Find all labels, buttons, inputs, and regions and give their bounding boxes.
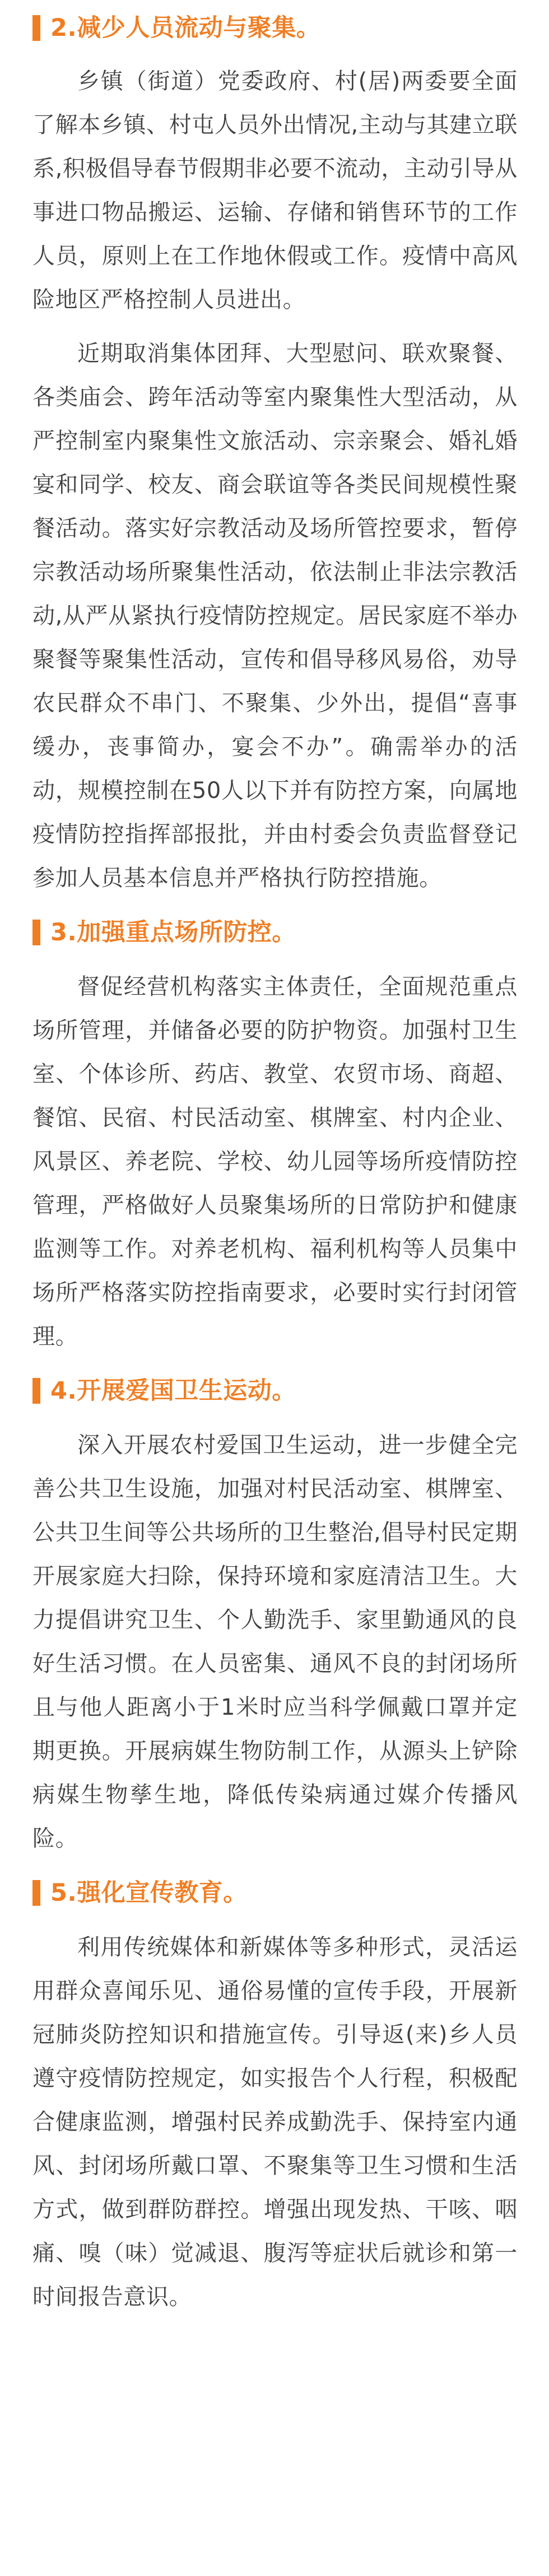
heading-marker-bar [32, 1378, 40, 1404]
heading-marker-bar [32, 920, 40, 945]
section-paragraph: 深入开展农村爱国卫生运动，进一步健全完善公共卫生设施，加强对村民活动室、棋牌室、公共卫生间等公共场所的卫生整治,倡导村民定期开展家庭大扫除，保持环境和家庭清洁卫生。大力提倡讲究卫生、个人勤洗手、家里勤通风的良好生活习惯。在人员密集、通风不良的封闭场所且与他人距离小于1米时应当科学佩戴口罩并定期更换。开展病媒生物防制工作，从源头上铲除病媒生物孳生地，降低传染病通过媒介传播风险。 [32, 1432, 518, 1851]
section-heading [32, 1366, 518, 1415]
section-sanitation [32, 1366, 518, 1860]
section-reduce-mobility [32, 3, 518, 900]
section-heading [32, 3, 518, 53]
heading-marker-bar [32, 1880, 40, 1906]
section-paragraph: 乡镇（街道）党委政府、村(居)两委要全面了解本乡镇、村屯人员外出情况,主动与其建立联系,积极倡导春节假期非必要不流动，主动引导从事进口物品搬运、运输、存储和销售环节的工作人员，原则上在工作地休假或工作。疫情中高风险地区严格控制人员进出。 [32, 68, 518, 313]
heading-marker-bar [32, 15, 40, 41]
section-key-places [32, 908, 518, 1358]
section-heading [32, 1868, 518, 1918]
section-title: 3.加强重点场所防控。 [50, 918, 296, 946]
section-paragraph: 督促经营机构落实主体责任，全面规范重点场所管理，并储备必要的防护物资。加强村卫生室、个体诊所、药店、教堂、农贸市场、商超、餐馆、民宿、村民活动室、棋牌室、村内企业、风景区、养老院、学校、幼儿园等场所疫情防控管理，严格做好人员聚集场所的日常防护和健康监测等工作。对养老机构、福利机构等人员集中场所严格落实防控指南要求，必要时实行封闭管理。 [32, 974, 518, 1349]
section-title: 5.强化宣传教育。 [50, 1878, 248, 1907]
section-title: 2.减少人员流动与聚集。 [50, 13, 321, 42]
section-title: 4.开展爱国卫生运动。 [50, 1376, 296, 1405]
section-publicity [32, 1868, 518, 2319]
section-paragraph: 近期取消集体团拜、大型慰问、联欢聚餐、各类庙会、跨年活动等室内聚集性大型活动，从严控制室内聚集性文旅活动、宗亲聚会、婚礼婚宴和同学、校友、商会联谊等各类民间规模性聚餐活动。落实好宗教活动及场所管控要求，暂停宗教活动场所聚集性活动，依法制止非法宗教活动,从严从紧执行疫情防控规定。居民家庭不举办聚餐等聚集性活动，宣传和倡导移风易俗，劝导农民群众不串门、不聚集、少外出，提倡“喜事缓办，丧事简办，宴会不办”。确需举办的活动，规模控制在50人以下并有防控方案，向属地疫情防控指挥部报批，并由村委会负责监督登记参加人员基本信息并严格执行防控措施。 [32, 341, 518, 891]
section-paragraph: 利用传统媒体和新媒体等多种形式，灵活运用群众喜闻乐见、通俗易懂的宣传手段，开展新冠肺炎防控知识和措施宣传。引导返(来)乡人员遵守疫情防控规定，如实报告个人行程，积极配合健康监测，增强村民养成勤洗手、保持室内通风、封闭场所戴口罩、不聚集等卫生习惯和生活方式，做到群防群控。增强出现发热、干咳、咽痛、嗅（味）觉减退、腹泻等症状后就诊和第一时间报告意识。 [32, 1934, 518, 2310]
section-heading [32, 908, 518, 957]
